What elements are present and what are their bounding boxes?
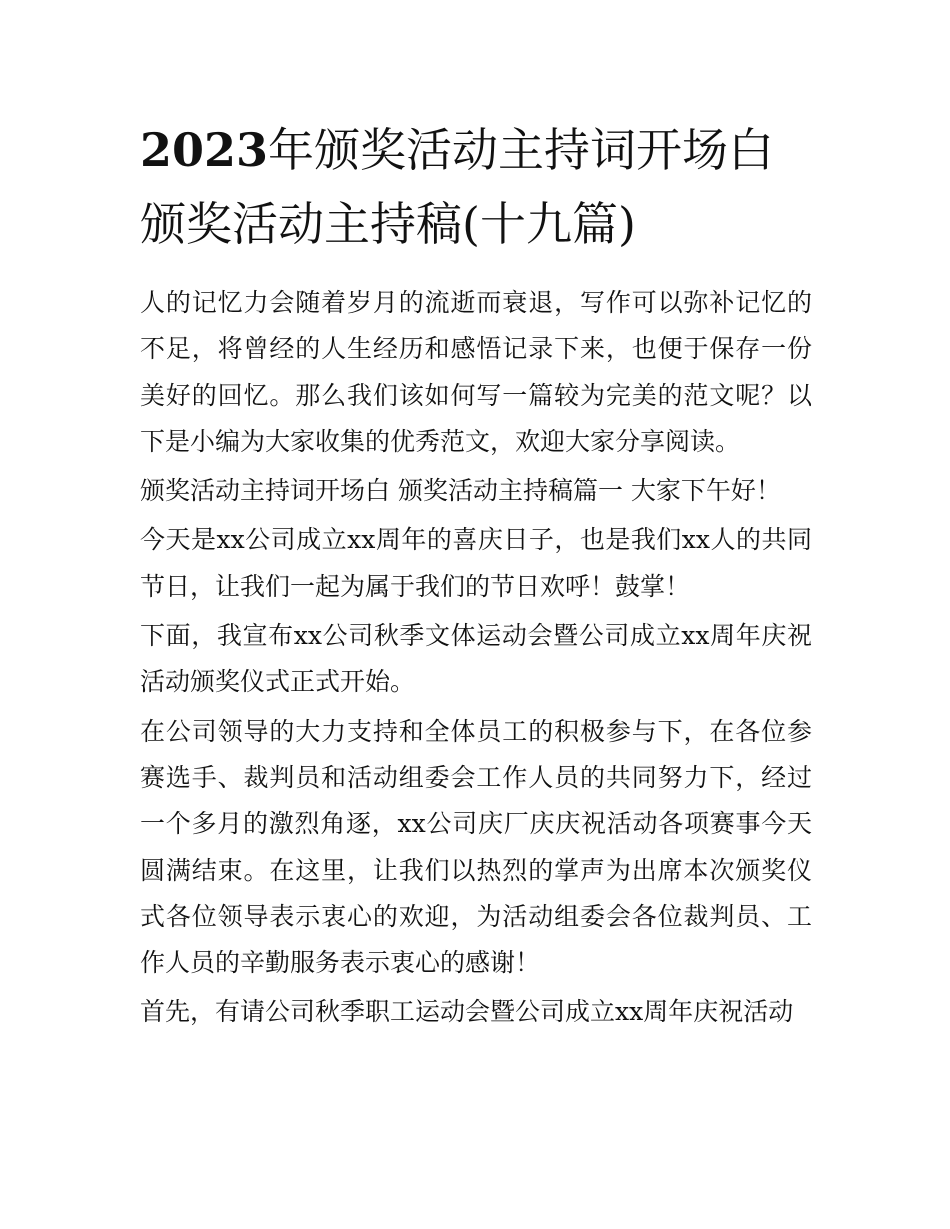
paragraph-heading: 颁奖活动主持词开场白 颁奖活动主持稿篇一 大家下午好！ bbox=[140, 476, 781, 506]
title-text: 年颁奖活动主持词开场白 bbox=[268, 123, 775, 177]
title-line-2: 颁奖活动主持稿(十九篇) bbox=[140, 197, 636, 251]
paragraph: 下面，我宣布xx公司秋季文体运动会暨公司成立xx周年庆祝活动颁奖仪式正式开始。 bbox=[140, 621, 812, 697]
paragraph: 今天是xx公司成立xx周年的喜庆日子，也是我们xx人的共同节日，让我们一起为属于我们的节日欢呼！鼓掌！ bbox=[140, 525, 812, 601]
title-year: 2023 bbox=[140, 123, 269, 177]
paragraph-intro: 人的记忆力会随着岁月的流逝而衰退，写作可以弥补记忆的不足，将曾经的人生经历和感悟记录下来，也便于保存一份美好的回忆。那么我们该如何写一篇较为完美的范文呢？以下是小编为大家收集的优秀范文，欢迎大家分享阅读。 bbox=[140, 288, 812, 456]
document-title bbox=[140, 113, 820, 261]
paragraph: 在公司领导的大力支持和全体员工的积极参与下，在各位参赛选手、裁判员和活动组委会工作人员的共同努力下，经过一个多月的激烈角逐，xx公司庆厂庆庆祝活动各项赛事今天圆满结束。在这里，让我们以热烈的掌声为出席本次颁奖仪式各位领导表示衷心的欢迎，为活动组委会各位裁判员、工作人员的辛勤服务表示衷心的感谢！ bbox=[140, 716, 812, 978]
document-body bbox=[140, 280, 812, 1039]
title-line-1 bbox=[140, 113, 820, 187]
paragraph: 首先，有请公司秋季职工运动会暨公司成立xx周年庆祝活动 bbox=[140, 997, 794, 1027]
